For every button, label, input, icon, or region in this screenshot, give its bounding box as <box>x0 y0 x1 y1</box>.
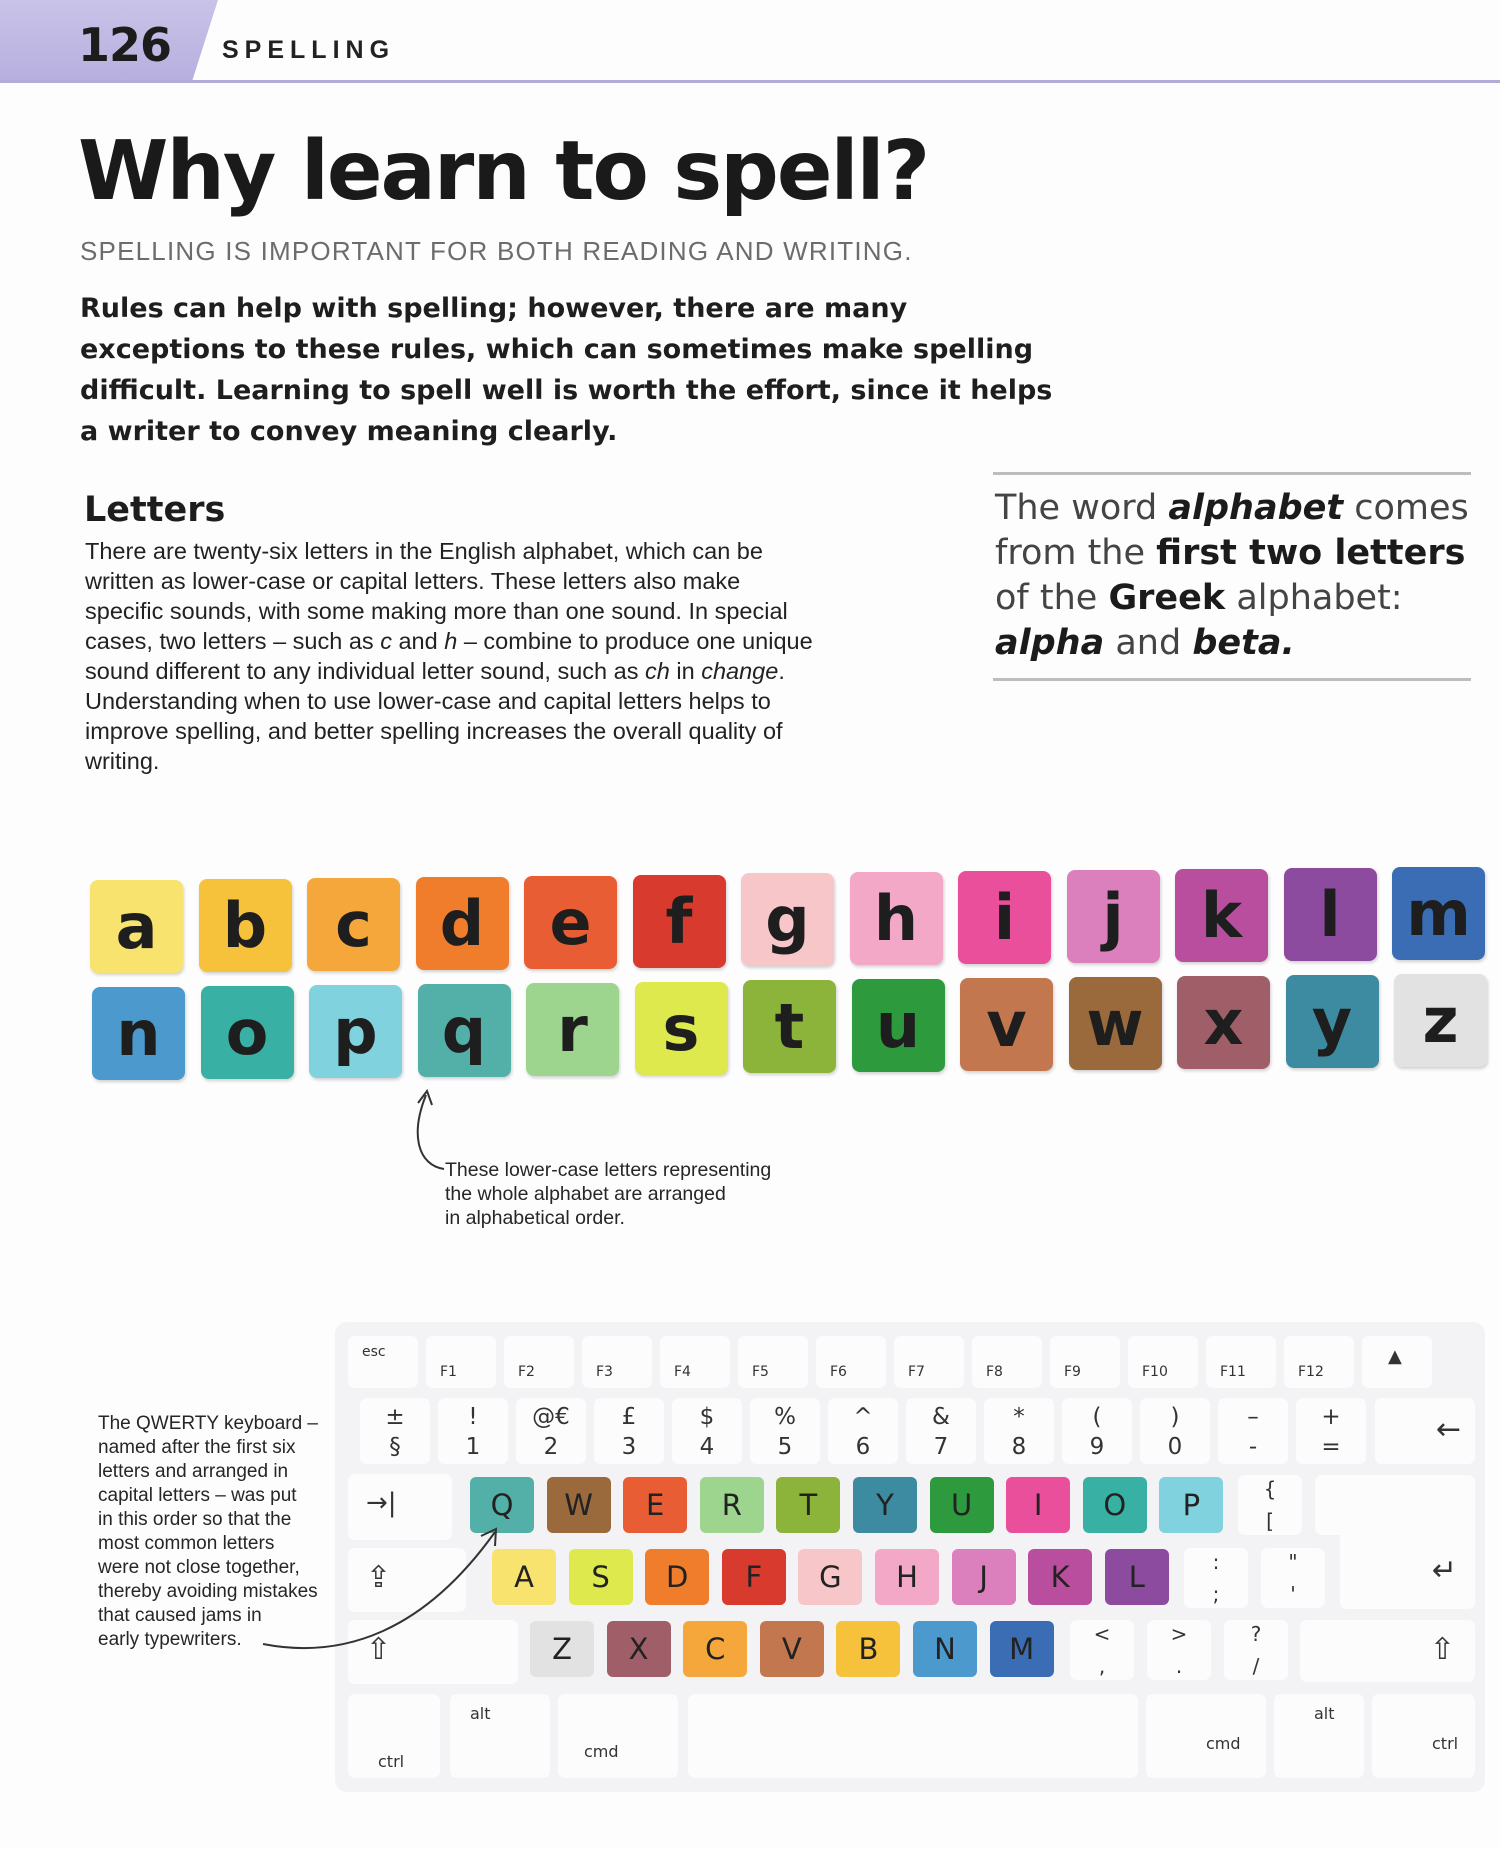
fn-key-F3[interactable] <box>582 1336 652 1388</box>
key-shift-char: @€ <box>532 1404 570 1430</box>
key-O[interactable]: O <box>1083 1477 1147 1533</box>
number-key-9[interactable] <box>1062 1398 1132 1464</box>
fn-key-F11[interactable] <box>1206 1336 1276 1388</box>
caption-line: capital letters – was put <box>98 1485 297 1506</box>
number-key-§[interactable] <box>360 1398 430 1464</box>
number-key-7[interactable] <box>906 1398 976 1464</box>
fn-key-F6[interactable] <box>816 1336 886 1388</box>
key-shift-char: " <box>1288 1550 1298 1574</box>
letter-tile-i: i <box>958 871 1051 964</box>
key-char: 5 <box>777 1434 793 1460</box>
key-char: 6 <box>855 1434 871 1460</box>
letter-tile-z: z <box>1394 974 1487 1067</box>
key-char: 7 <box>933 1434 949 1460</box>
key-char: , <box>1098 1654 1106 1678</box>
letter-tile-o: o <box>201 986 294 1079</box>
letters-body-emphasis: h <box>444 628 458 654</box>
caption-line: were not close together, <box>98 1557 300 1578</box>
letters-body-text: There are twenty-six letters in the English alphabet, which can be written as lower-case or capital letters. These letters also make specific sounds, with some making more than one sound. In special cases, two letters – such as <box>85 538 788 654</box>
enter-icon: ↵ <box>1431 1553 1457 1588</box>
header-rule <box>0 80 1500 83</box>
key-char: 8 <box>1011 1434 1027 1460</box>
shift-icon: ⇧ <box>1429 1632 1455 1667</box>
quote-emphasis: alphabet <box>1168 488 1344 528</box>
section-label: SPELLING <box>222 36 396 64</box>
key-char: ; <box>1212 1582 1220 1606</box>
key-T[interactable]: T <box>776 1477 840 1533</box>
key-shift-char: £ <box>621 1404 637 1430</box>
letter-tile-f: f <box>633 875 726 968</box>
letter-tile-h: h <box>850 872 943 965</box>
key-H[interactable]: H <box>875 1549 939 1605</box>
key-shift-char: < <box>1093 1622 1111 1646</box>
fn-key-label: F7 <box>908 1364 925 1380</box>
letter-tile-g: g <box>741 873 834 966</box>
letters-body-text: . Understanding when to use lower-case and capital letters helps to improve spelling, and better spelling increases the overall quality of writing. <box>85 658 785 774</box>
fn-key-label: esc <box>362 1344 386 1360</box>
fn-key-F12[interactable] <box>1284 1336 1354 1388</box>
quote-text: alphabet: <box>1225 578 1403 618</box>
alt-right-key[interactable] <box>1274 1694 1364 1778</box>
fn-key-F4[interactable] <box>660 1336 730 1388</box>
spacebar-key[interactable] <box>688 1694 1138 1778</box>
caption-line: in this order so that the <box>98 1509 292 1530</box>
number-key-8[interactable] <box>984 1398 1054 1464</box>
letter-tile-t: t <box>743 980 836 1073</box>
key-shift-char: : <box>1212 1550 1220 1574</box>
quote-rule-top <box>993 472 1471 475</box>
fn-key-label: F1 <box>440 1364 457 1380</box>
key-C[interactable]: C <box>683 1621 747 1677</box>
key-N[interactable]: N <box>913 1621 977 1677</box>
quote-emphasis: alpha <box>995 623 1105 663</box>
key-I[interactable]: I <box>1006 1477 1070 1533</box>
key-shift-char: $ <box>699 1404 715 1430</box>
letters-heading: Letters <box>84 490 226 530</box>
fn-key-label: F10 <box>1142 1364 1168 1380</box>
page-number: 126 <box>78 18 172 72</box>
tab-icon: →| <box>366 1488 397 1518</box>
letters-body-emphasis: c <box>380 628 392 654</box>
fn-key-label: F6 <box>830 1364 847 1380</box>
key-char: ' <box>1290 1582 1296 1606</box>
key-K[interactable]: K <box>1028 1549 1092 1605</box>
alt-left-key[interactable] <box>450 1694 550 1778</box>
key-P[interactable]: P <box>1159 1477 1223 1533</box>
key-char: . <box>1175 1654 1183 1678</box>
key-A[interactable]: A <box>492 1549 556 1605</box>
fn-key-F5[interactable] <box>738 1336 808 1388</box>
number-key-3[interactable] <box>594 1398 664 1464</box>
cmd-right-key[interactable] <box>1146 1694 1266 1778</box>
quote-emphasis: Greek <box>1108 578 1226 618</box>
fn-key-F10[interactable] <box>1128 1336 1198 1388</box>
key-G[interactable]: G <box>798 1549 862 1605</box>
fn-key-label: F12 <box>1298 1364 1324 1380</box>
letter-tile-p: p <box>309 985 402 1078</box>
key-shift-char: > <box>1170 1622 1188 1646</box>
key-J[interactable]: J <box>952 1549 1016 1605</box>
fn-key-F2[interactable] <box>504 1336 574 1388</box>
right-shift-key[interactable] <box>1300 1620 1475 1682</box>
letters-body-text: and <box>391 628 445 654</box>
letter-tile-m: m <box>1392 867 1485 960</box>
key-char: 1 <box>465 1434 481 1460</box>
caption-line: thereby avoiding mistakes <box>98 1581 318 1602</box>
quote-emphasis: beta. <box>1192 623 1295 663</box>
key-shift-char: ( <box>1092 1404 1102 1430</box>
caption-line: These lower-case letters representing <box>445 1159 772 1181</box>
key-char: 9 <box>1089 1434 1105 1460</box>
quote-text: of the <box>995 578 1109 618</box>
fn-key-esc[interactable] <box>348 1336 418 1388</box>
fn-key-F7[interactable] <box>894 1336 964 1388</box>
letter-tile-n: n <box>92 987 185 1080</box>
fn-key-label: F11 <box>1220 1364 1246 1380</box>
key-char: / <box>1252 1654 1260 1678</box>
caption-line: early typewriters. <box>98 1629 242 1650</box>
caption-line: letters and arranged in <box>98 1461 289 1482</box>
key-B[interactable]: B <box>836 1621 900 1677</box>
letters-body <box>85 536 825 776</box>
letter-tile-k: k <box>1175 869 1268 962</box>
caption-line: The QWERTY keyboard – <box>98 1413 319 1434</box>
modifier-label: cmd <box>584 1742 619 1761</box>
number-key-=[interactable] <box>1296 1398 1366 1464</box>
key-shift-char: & <box>932 1404 950 1430</box>
caption-arrow-keyboard <box>255 1520 505 1660</box>
letter-tile-q: q <box>418 984 511 1077</box>
key-shift-char: ? <box>1250 1622 1262 1646</box>
fn-key-label: F3 <box>596 1364 613 1380</box>
modifier-label: alt <box>470 1704 491 1723</box>
letter-tile-y: y <box>1286 975 1379 1068</box>
key-S[interactable]: S <box>569 1549 633 1605</box>
letter-tile-x: x <box>1177 976 1270 1069</box>
caption-line: the whole alphabet are arranged <box>445 1183 726 1205</box>
letter-tile-b: b <box>199 879 292 972</box>
key-char: 0 <box>1167 1434 1183 1460</box>
quote-box <box>995 486 1475 666</box>
ctrl-left-key[interactable] <box>348 1694 440 1778</box>
key-char: 3 <box>621 1434 637 1460</box>
key-shift-char: { <box>1263 1477 1277 1501</box>
number-key--[interactable] <box>1218 1398 1288 1464</box>
key-Y[interactable]: Y <box>853 1477 917 1533</box>
symbol-key-.[interactable] <box>1147 1620 1211 1680</box>
number-key-4[interactable] <box>672 1398 742 1464</box>
key-shift-char: * <box>1013 1404 1025 1430</box>
key-U[interactable]: U <box>930 1477 994 1533</box>
number-key-0[interactable] <box>1140 1398 1210 1464</box>
symbol-key-'[interactable] <box>1261 1548 1325 1608</box>
letter-tile-w: w <box>1069 977 1162 1070</box>
key-char: § <box>389 1434 401 1460</box>
modifier-label: ctrl <box>1432 1734 1459 1753</box>
key-shift-char: ^ <box>853 1404 873 1430</box>
symbol-key-,[interactable] <box>1070 1620 1134 1680</box>
caps-lock-icon: ⇪ <box>366 1560 392 1595</box>
modifier-label: ctrl <box>378 1752 405 1771</box>
letter-tile-l: l <box>1284 868 1377 961</box>
fn-key-▲[interactable] <box>1362 1336 1432 1388</box>
ctrl-right-key[interactable] <box>1372 1694 1475 1778</box>
letter-tile-j: j <box>1067 870 1160 963</box>
quote-rule-bottom <box>993 678 1471 681</box>
key-W[interactable]: W <box>547 1477 611 1533</box>
shift-icon: ⇧ <box>366 1632 392 1667</box>
letter-tile-r: r <box>526 983 619 1076</box>
key-char: 2 <box>543 1434 559 1460</box>
key-Q[interactable]: Q <box>470 1477 534 1533</box>
fn-key-label: ▲ <box>1388 1346 1402 1367</box>
modifier-label: cmd <box>1206 1734 1241 1753</box>
key-L[interactable]: L <box>1105 1549 1169 1605</box>
fn-key-label: F9 <box>1064 1364 1081 1380</box>
letters-body-text: in <box>669 658 702 684</box>
fn-key-label: F2 <box>518 1364 535 1380</box>
letter-tile-v: v <box>960 978 1053 1071</box>
key-shift-char: ! <box>468 1404 478 1430</box>
cmd-left-key[interactable] <box>558 1694 678 1778</box>
key-char: = <box>1321 1434 1341 1460</box>
alphabet-caption <box>445 1158 771 1230</box>
fn-key-label: F5 <box>752 1364 769 1380</box>
key-char: [ <box>1266 1509 1274 1533</box>
key-V[interactable]: V <box>760 1621 824 1677</box>
key-X[interactable]: X <box>607 1621 671 1677</box>
key-D[interactable]: D <box>645 1549 709 1605</box>
key-F[interactable]: F <box>722 1549 786 1605</box>
enter-key[interactable] <box>1340 1475 1475 1609</box>
quote-text: The word <box>995 488 1169 528</box>
caption-line: that caused jams in <box>98 1605 262 1626</box>
number-key-2[interactable] <box>516 1398 586 1464</box>
key-R[interactable]: R <box>700 1477 764 1533</box>
key-shift-char: ) <box>1170 1404 1180 1430</box>
page-subtitle: SPELLING IS IMPORTANT FOR BOTH READING AND WRITING. <box>80 236 913 266</box>
key-shift-char: + <box>1321 1404 1341 1430</box>
key-char: 4 <box>699 1434 715 1460</box>
symbol-key-[[interactable] <box>1238 1475 1302 1535</box>
backspace-key[interactable] <box>1375 1398 1475 1464</box>
letter-tile-c: c <box>307 878 400 971</box>
letters-body-emphasis: ch <box>645 658 670 684</box>
letter-tile-s: s <box>635 982 728 1075</box>
quote-text: comes from the <box>995 488 1469 573</box>
fn-key-F9[interactable] <box>1050 1336 1120 1388</box>
letter-tile-d: d <box>416 877 509 970</box>
caption-line: in alphabetical order. <box>445 1207 625 1229</box>
backspace-icon: ← <box>1435 1412 1461 1447</box>
page-title: Why learn to spell? <box>78 124 929 219</box>
letters-body-text: – combine to produce one unique sound different to any individual letter sound, such as <box>85 628 813 684</box>
key-M[interactable]: M <box>990 1621 1054 1677</box>
intro-paragraph: Rules can help with spelling; however, there are many exceptions to these rules, which can sometimes make spelling difficult. Learning to spell well is worth the effort, since it helps a writer to convey meaning clearly. <box>80 293 1053 447</box>
key-shift-char: % <box>774 1404 796 1430</box>
fn-key-label: F8 <box>986 1364 1003 1380</box>
quote-text: and <box>1104 623 1193 663</box>
symbol-key-/[interactable] <box>1224 1620 1288 1680</box>
key-shift-char: – <box>1247 1404 1259 1430</box>
letter-tile-e: e <box>524 876 617 969</box>
letter-tile-a: a <box>90 880 183 973</box>
caption-line: most common letters <box>98 1533 275 1554</box>
key-E[interactable]: E <box>623 1477 687 1533</box>
caption-line: named after the first six <box>98 1437 296 1458</box>
key-Z[interactable]: Z <box>530 1621 594 1677</box>
letter-tile-u: u <box>852 979 945 1072</box>
letters-body-emphasis: change <box>701 658 779 684</box>
key-shift-char: ± <box>385 1404 405 1430</box>
fn-key-F8[interactable] <box>972 1336 1042 1388</box>
key-char: - <box>1248 1434 1258 1460</box>
modifier-label: alt <box>1314 1704 1335 1723</box>
number-key-5[interactable] <box>750 1398 820 1464</box>
number-key-6[interactable] <box>828 1398 898 1464</box>
quote-emphasis: first two letters <box>1156 533 1466 573</box>
symbol-key-;[interactable] <box>1184 1548 1248 1608</box>
fn-key-label: F4 <box>674 1364 691 1380</box>
number-key-1[interactable] <box>438 1398 508 1464</box>
fn-key-F1[interactable] <box>426 1336 496 1388</box>
